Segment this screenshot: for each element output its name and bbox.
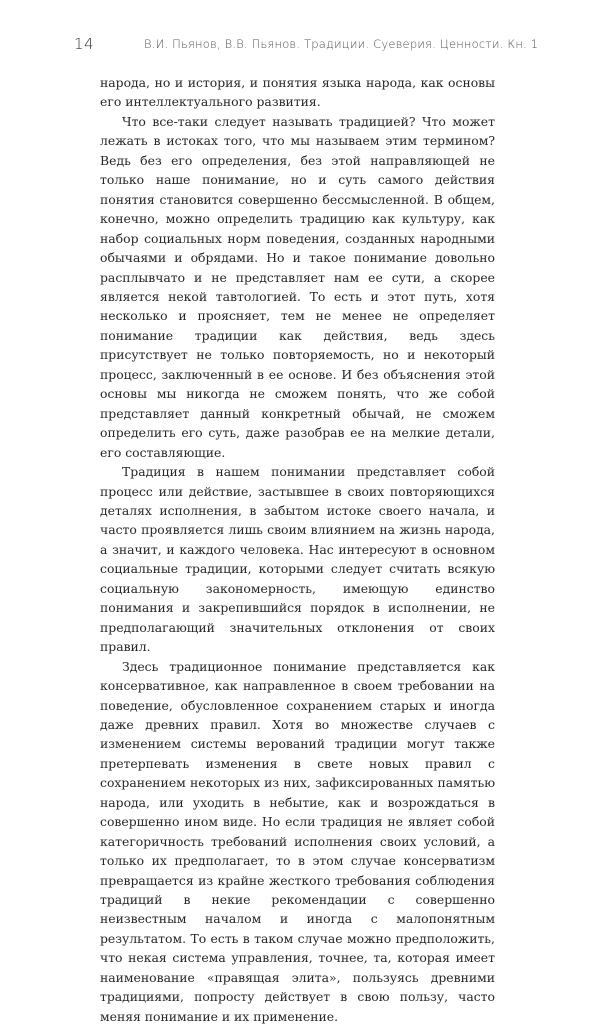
running-head [72, 35, 552, 55]
paragraph: Здесь традиционное понимание представляется как консервативное, как направленное в своем требовании на поведение, обусловленное сохранением старых и иногда даже древних правил. Хотя во множестве случаев с изменением системы верований традиции могут также претерпевать изменения в свете новых правил с сохранением некоторых из них, зафиксированных памятью народа, или уходить в небытие, как и возрождаться в совершенно ином виде. Но если традиция не являет собой категоричность требований исполнения своих условий, а только их предполагает, то в этом случае консерватизм превращается из крайне жесткого требования соблюдения традиций в некие рекомендации с совершенно неизвестным началом и иногда с малопонятным результатом. То есть в таком случае можно предположить, что некая система управления, точнее, та, которая имеет наименование «правящая элита», пользуясь древними традициями, попросту действует в свою пользу, часто меняя понимание и их применение. [100, 658, 495, 1024]
paragraph: Традиция в нашем понимании представляет собой процесс или действие, застывшее в своих повторяющихся деталях исполнения, в забытом истоке своего начала, и часто проявляется лишь своим влиянием на жизнь народа, а значит, и каждого человека. Нас интересуют в основном социальные традиции, которыми следует считать всякую социальную закономерность, имеющую единство понимания и закрепившийся порядок в исполнении, не предполагающий значительных отклонения от своих правил. [100, 464, 495, 655]
paragraph: Что все-таки следует называть традицией? Что может лежать в истоках того, что мы называем этим термином? Ведь без его определения, без этой направляющей не только наше понимание, но и суть самого действия понятия становится совершенно бессмысленной. В общем, конечно, можно определить традицию как культуру, как набор социальных норм поведения, созданных народными обычаями и обрядами. Но и такое понимание довольно расплывчато и не представляет нам ее сути, а скорее является некой тавтологией. То есть и этот путь, хотя несколько и проясняет, тем не менее не определяет понимание традиции как действия, ведь здесь присутствует не только повторяемость, но и некоторый процесс, заключенный в ее основе. И без объяснения этой основы мы никогда не сможем понять, что же собой представляет данный конкретный обычай, не сможем определить его суть, даже разобрав ее на мелкие детали, его составляющие. [100, 113, 495, 460]
paragraph-continuation: народа, но и история, и понятия языка народа, как основы его интеллектуального развития. [100, 75, 495, 110]
body-text [100, 73, 495, 1026]
page-number: 14 [74, 35, 95, 53]
running-title: В.И. Пьянов, В.В. Пьянов. Традиции. Суеверия. Ценности. Кн. 1 [144, 37, 539, 51]
